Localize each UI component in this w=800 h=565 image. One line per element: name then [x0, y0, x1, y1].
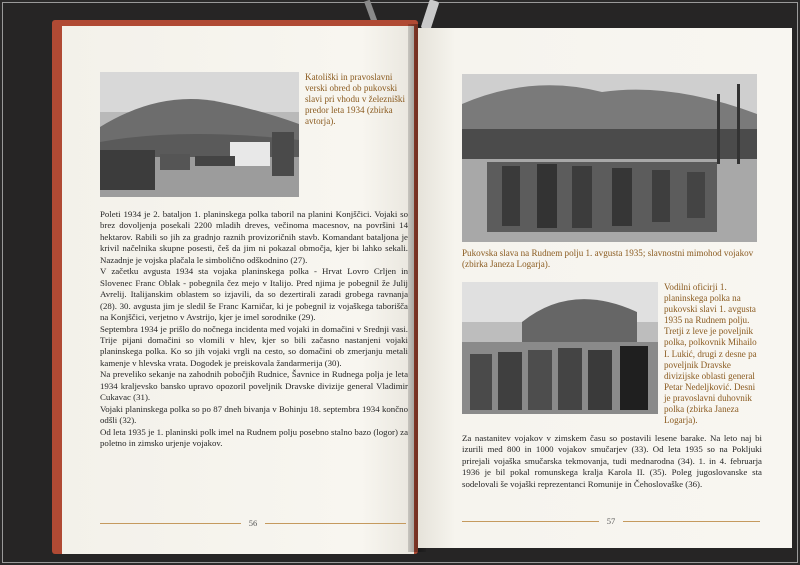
photo-ceremony-image [100, 72, 299, 197]
footer-rule-right [265, 523, 406, 524]
footer-rule-left [462, 521, 599, 522]
left-body-text [100, 209, 408, 450]
paragraph-4: Na preveliko sekanje na zahodnih pobočjih Rudnice, Šavnice in Rudnega polja je leta 1934 kraljevsko bansko upravo opozoril poveljnik Dravske divizije general Vladimir Cukavac (31). [100, 369, 408, 403]
left-page-footer [100, 518, 406, 528]
photo-parade [462, 74, 757, 242]
photo-parade-image [462, 74, 757, 242]
right-page [418, 28, 792, 548]
photo-religious-ceremony [100, 72, 299, 197]
paragraph-2: V začetku avgusta 1934 sta vojaka planinskega polka - Hrvat Lovro Crljen in Slovenec Franc Oblak - pobegnila čez mejo v Italijo. Pred njima je pobegnil že Julij Avrelij. Italijanskim oblastem so izjavili, da so dezertirali zaradi grobega ravnanja (28). 30. avgusta jim je sledil še Franc Karničar, ki je pobegnil iz vojaškega taborišča na Konjščici, verjetno v Avstrijo, kjer je imel sorodnike (29). [100, 266, 408, 323]
photo-caption-left: Katoliški in pravoslavni verski obred ob pukovski slavi pri vhodu v železniški predor leta 1934 (zbirka avtorja). [305, 72, 406, 127]
photo-officers-image [462, 282, 658, 414]
left-page [62, 26, 414, 554]
paragraph-5: Vojaki planinskega polka so po 87 dneh bivanja v Bohinju 18. septembra 1934 končno odšli (32). [100, 403, 408, 426]
page-number-left: 56 [248, 518, 258, 528]
footer-rule-right [623, 521, 760, 522]
paragraph-6: Od leta 1935 je 1. planinski polk imel na Rudnem polju posebno stalno bazo (logor) za poletno in zimsko urjenje vojakov. [100, 426, 408, 449]
paragraph-3: Septembra 1934 je prišlo do nočnega incidenta med vojaki in domačini v Srednji vasi. Trije pijani domačini so vlomili v hlev, kjer so bili začasno nastanjeni vojaki planinskega polka. Ko so jih vojaki vrgli na cesto, so domačini ob zmerjanju metali kamenje v hlevska vrata. Dogodek je preiskovala žandarmerija (30). [100, 323, 408, 368]
photo-caption-side: Vodilni oficirji 1. planinskega polka na pukovski slavi 1. avgusta 1935 na Rudnem polju. Tretji z leve je poveljnik polka, polkovnik Mihailo I. Lukić, drugi z desne pa poveljnik Dravske divizijske oblasti general Petar Nedeljković. Desni je pravoslavni duhovnik polka (zbirka Janeza Logarja). [664, 282, 757, 426]
photo-officers [462, 282, 658, 414]
right-page-footer [462, 516, 760, 526]
page-number-right: 57 [606, 516, 616, 526]
right-body-text: Za nastanitev vojakov v zimskem času so postavili lesene barake. Na leto naj bi izurili med 800 in 1000 vojakov smučarjev (33). Od leta 1935 so na Pokljuki prirejali vojaška smučarska tekmovanja, tudi mednarodna (34). 1. in 4. februarja 1936 je bil pokal romunskega kralja Karola II. (35). Poleg jugoslovanske sta sodelovali še vojaški reprezentanci Romunije in Čehoslovaške (36). [462, 433, 762, 489]
photo-caption-top: Pukovska slava na Rudnem polju 1. avgusta 1935; slavnostni mimohod vojakov (zbirka Janeza Logarja). [462, 248, 754, 270]
paragraph-1: Poleti 1934 je 2. bataljon 1. planinskega polka taboril na planini Konjščici. Vojaki so brez dovoljenja posekali 2200 mladih dreves, večinoma macesnov, na površini 14 hektarov. Rabili so jih za gradnjo raznih provizoričnih stavb. Komandant bataljona je krivil načelnika skupne posesti, češ da jim ni pokazal območja, kjer bi lahko sekali. Nazadnje je vojska plačala le simbolično odškodnino (27). [100, 209, 408, 265]
footer-rule-left [100, 523, 241, 524]
